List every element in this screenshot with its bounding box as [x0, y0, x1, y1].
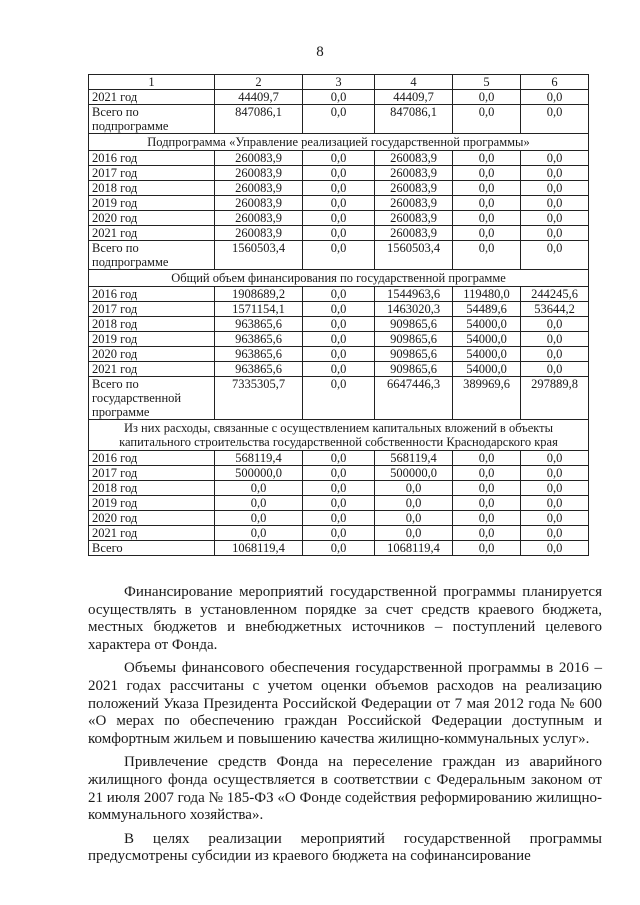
section-title-row — [89, 420, 589, 451]
table-cell: 54000,0 — [453, 332, 521, 347]
column-number-header: 4 — [375, 75, 453, 90]
table-cell: 54000,0 — [453, 362, 521, 377]
table-cell: 0,0 — [521, 166, 589, 181]
table-cell: 54000,0 — [453, 317, 521, 332]
table-cell: 0,0 — [375, 496, 453, 511]
table-cell: 0,0 — [215, 511, 303, 526]
table-cell: 0,0 — [303, 151, 375, 166]
table-cell: 260083,9 — [215, 151, 303, 166]
table-cell: 0,0 — [521, 317, 589, 332]
row-label: 2020 год — [89, 347, 215, 362]
table-row — [89, 287, 589, 302]
table-cell: 0,0 — [303, 451, 375, 466]
table-cell: 0,0 — [453, 166, 521, 181]
row-label: 2021 год — [89, 362, 215, 377]
table-cell: 0,0 — [521, 332, 589, 347]
table-cell: 500000,0 — [375, 466, 453, 481]
section-title: Из них расходы, связанные с осуществлением капитальных вложений в объекты капитального строительства государственной собственности Краснодарского края — [89, 420, 589, 451]
row-label: 2021 год — [89, 226, 215, 241]
table-cell: 0,0 — [303, 466, 375, 481]
row-label: Всего по подпрограмме — [89, 105, 215, 134]
row-label: 2017 год — [89, 302, 215, 317]
table-cell: 260083,9 — [215, 196, 303, 211]
table-cell: 1560503,4 — [375, 241, 453, 270]
table-cell: 0,0 — [453, 526, 521, 541]
section-title-row — [89, 134, 589, 151]
table-row — [89, 90, 589, 105]
table-cell: 6647446,3 — [375, 377, 453, 420]
table-cell: 0,0 — [215, 526, 303, 541]
table-cell: 0,0 — [521, 196, 589, 211]
column-number-header: 6 — [521, 75, 589, 90]
row-label: 2018 год — [89, 481, 215, 496]
table-cell: 0,0 — [453, 466, 521, 481]
paragraph: Финансирование мероприятий государственной программы планируется осуществлять в установленном порядке за счет средств краевого бюджета, местных бюджетов и внебюджетных источников – поступлений целевого характера от Фонда. — [88, 584, 602, 653]
table-cell: 0,0 — [453, 151, 521, 166]
table-row — [89, 151, 589, 166]
row-label: 2021 год — [89, 90, 215, 105]
table-cell: 0,0 — [453, 241, 521, 270]
table-cell: 0,0 — [375, 481, 453, 496]
table-cell: 0,0 — [303, 226, 375, 241]
table-cell: 0,0 — [521, 362, 589, 377]
row-label: 2020 год — [89, 211, 215, 226]
paragraph: Привлечение средств Фонда на переселение граждан из аварийного жилищного фонда осуществляется в соответствии с Федеральным законом от 21 июля 2007 года № 185-ФЗ «О Фонде содействия реформированию жилищно-коммунального хозяйства». — [88, 754, 602, 824]
table-cell: 53644,2 — [521, 302, 589, 317]
table-cell: 44409,7 — [215, 90, 303, 105]
table-cell: 0,0 — [303, 181, 375, 196]
column-number-header: 2 — [215, 75, 303, 90]
table-row — [89, 377, 589, 420]
paragraph: В целях реализации мероприятий государственной программы предусмотрены субсидии из краевого бюджета на софинансирование — [88, 830, 602, 865]
table-cell: 847086,1 — [375, 105, 453, 134]
table-cell: 0,0 — [521, 226, 589, 241]
table-cell: 54489,6 — [453, 302, 521, 317]
table-row — [89, 481, 589, 496]
row-label: 2016 год — [89, 287, 215, 302]
table-cell: 0,0 — [453, 105, 521, 134]
table-cell: 0,0 — [303, 241, 375, 270]
financing-table — [88, 74, 589, 556]
table-cell: 909865,6 — [375, 332, 453, 347]
table-cell: 0,0 — [521, 511, 589, 526]
table-cell: 0,0 — [453, 90, 521, 105]
table-cell: 0,0 — [453, 226, 521, 241]
table-cell: 1544963,6 — [375, 287, 453, 302]
table-cell: 568119,4 — [215, 451, 303, 466]
table-cell: 260083,9 — [215, 211, 303, 226]
table-cell: 0,0 — [303, 332, 375, 347]
table-cell: 0,0 — [303, 526, 375, 541]
table-cell: 119480,0 — [453, 287, 521, 302]
table-cell: 847086,1 — [215, 105, 303, 134]
table-row — [89, 496, 589, 511]
body-text — [88, 584, 602, 872]
page-number: 8 — [316, 44, 324, 60]
row-label: Всего по подпрограмме — [89, 241, 215, 270]
table-cell: 0,0 — [453, 196, 521, 211]
row-label: 2021 год — [89, 526, 215, 541]
section-title-row — [89, 270, 589, 287]
table-row — [89, 181, 589, 196]
table-row — [89, 105, 589, 134]
table-header-row — [89, 75, 589, 90]
table-cell: 1068119,4 — [375, 541, 453, 556]
table-cell: 0,0 — [303, 287, 375, 302]
table-cell: 0,0 — [303, 105, 375, 134]
table-cell: 260083,9 — [215, 166, 303, 181]
table-cell: 0,0 — [303, 302, 375, 317]
table-cell: 1560503,4 — [215, 241, 303, 270]
paragraph: Объемы финансового обеспечения государственной программы в 2016 – 2021 годах рассчитаны с учетом оценки объемов расходов на реализацию положений Указа Президента Российской Федерации от 7 мая 2012 года № 600 «О мерах по обеспечению граждан Российской Федерации доступным и комфортным жильем и повышению качества жилищно-коммунальных услуг». — [88, 660, 602, 747]
table-cell: 963865,6 — [215, 362, 303, 377]
table-cell: 0,0 — [303, 347, 375, 362]
table-cell: 260083,9 — [375, 151, 453, 166]
table-row — [89, 332, 589, 347]
table-cell: 0,0 — [521, 105, 589, 134]
row-label: 2019 год — [89, 496, 215, 511]
table-cell: 0,0 — [453, 511, 521, 526]
row-label: 2017 год — [89, 466, 215, 481]
table-cell: 909865,6 — [375, 317, 453, 332]
table-row — [89, 302, 589, 317]
table-cell: 0,0 — [521, 466, 589, 481]
table-cell: 1068119,4 — [215, 541, 303, 556]
section-title: Общий объем финансирования по государственной программе — [89, 270, 589, 287]
table-cell: 0,0 — [303, 496, 375, 511]
table-cell: 0,0 — [453, 211, 521, 226]
table-cell: 260083,9 — [375, 196, 453, 211]
table-cell: 0,0 — [521, 181, 589, 196]
table-row — [89, 541, 589, 556]
table-cell: 963865,6 — [215, 332, 303, 347]
column-number-header: 1 — [89, 75, 215, 90]
table-cell: 0,0 — [303, 196, 375, 211]
row-label: 2016 год — [89, 451, 215, 466]
table-cell: 0,0 — [521, 241, 589, 270]
table-cell: 0,0 — [521, 90, 589, 105]
table-cell: 0,0 — [303, 511, 375, 526]
table-row — [89, 166, 589, 181]
row-label: 2019 год — [89, 196, 215, 211]
table-row — [89, 466, 589, 481]
table-row — [89, 196, 589, 211]
table-cell: 0,0 — [521, 151, 589, 166]
row-label: 2016 год — [89, 151, 215, 166]
table-cell: 0,0 — [303, 362, 375, 377]
table-cell: 0,0 — [521, 496, 589, 511]
table-row — [89, 347, 589, 362]
table-cell: 260083,9 — [375, 226, 453, 241]
table-cell: 0,0 — [303, 166, 375, 181]
row-label: 2020 год — [89, 511, 215, 526]
table-row — [89, 211, 589, 226]
table-cell: 963865,6 — [215, 347, 303, 362]
row-label: 2019 год — [89, 332, 215, 347]
table-cell: 0,0 — [521, 541, 589, 556]
table-row — [89, 241, 589, 270]
row-label: 2018 год — [89, 181, 215, 196]
table-row — [89, 362, 589, 377]
table-cell: 54000,0 — [453, 347, 521, 362]
table-cell: 389969,6 — [453, 377, 521, 420]
table-cell: 0,0 — [453, 181, 521, 196]
table-cell: 0,0 — [303, 541, 375, 556]
row-label: Всего по государственной программе — [89, 377, 215, 420]
table-cell: 244245,6 — [521, 287, 589, 302]
section-title: Подпрограмма «Управление реализацией государственной программы» — [89, 134, 589, 151]
table-cell: 909865,6 — [375, 362, 453, 377]
table-cell: 0,0 — [453, 451, 521, 466]
table-cell: 0,0 — [303, 211, 375, 226]
column-number-header: 3 — [303, 75, 375, 90]
table-cell: 963865,6 — [215, 317, 303, 332]
table-cell: 0,0 — [215, 481, 303, 496]
column-number-header: 5 — [453, 75, 521, 90]
table-cell: 0,0 — [521, 211, 589, 226]
table-cell: 0,0 — [453, 541, 521, 556]
table-cell: 7335305,7 — [215, 377, 303, 420]
table-cell: 909865,6 — [375, 347, 453, 362]
table-cell: 500000,0 — [215, 466, 303, 481]
table-cell: 260083,9 — [215, 226, 303, 241]
table-cell: 260083,9 — [215, 181, 303, 196]
row-label: 2018 год — [89, 317, 215, 332]
table-cell: 0,0 — [303, 90, 375, 105]
table-cell: 0,0 — [375, 526, 453, 541]
table-row — [89, 226, 589, 241]
table-cell: 0,0 — [453, 496, 521, 511]
table-cell: 0,0 — [521, 526, 589, 541]
table-row — [89, 526, 589, 541]
table-cell: 0,0 — [303, 377, 375, 420]
table-cell: 44409,7 — [375, 90, 453, 105]
table-cell: 297889,8 — [521, 377, 589, 420]
table-cell: 1908689,2 — [215, 287, 303, 302]
table-row — [89, 511, 589, 526]
table-cell: 0,0 — [521, 481, 589, 496]
table-cell: 0,0 — [453, 481, 521, 496]
table-cell: 0,0 — [303, 317, 375, 332]
table-cell: 0,0 — [303, 481, 375, 496]
table-cell: 568119,4 — [375, 451, 453, 466]
table-cell: 0,0 — [375, 511, 453, 526]
table-cell: 0,0 — [521, 451, 589, 466]
table-cell: 260083,9 — [375, 181, 453, 196]
table-cell: 1463020,3 — [375, 302, 453, 317]
row-label: 2017 год — [89, 166, 215, 181]
table-cell: 1571154,1 — [215, 302, 303, 317]
table-row — [89, 317, 589, 332]
table-cell: 0,0 — [521, 347, 589, 362]
table-cell: 260083,9 — [375, 211, 453, 226]
table-row — [89, 451, 589, 466]
table-cell: 0,0 — [215, 496, 303, 511]
table-cell: 260083,9 — [375, 166, 453, 181]
row-label: Всего — [89, 541, 215, 556]
